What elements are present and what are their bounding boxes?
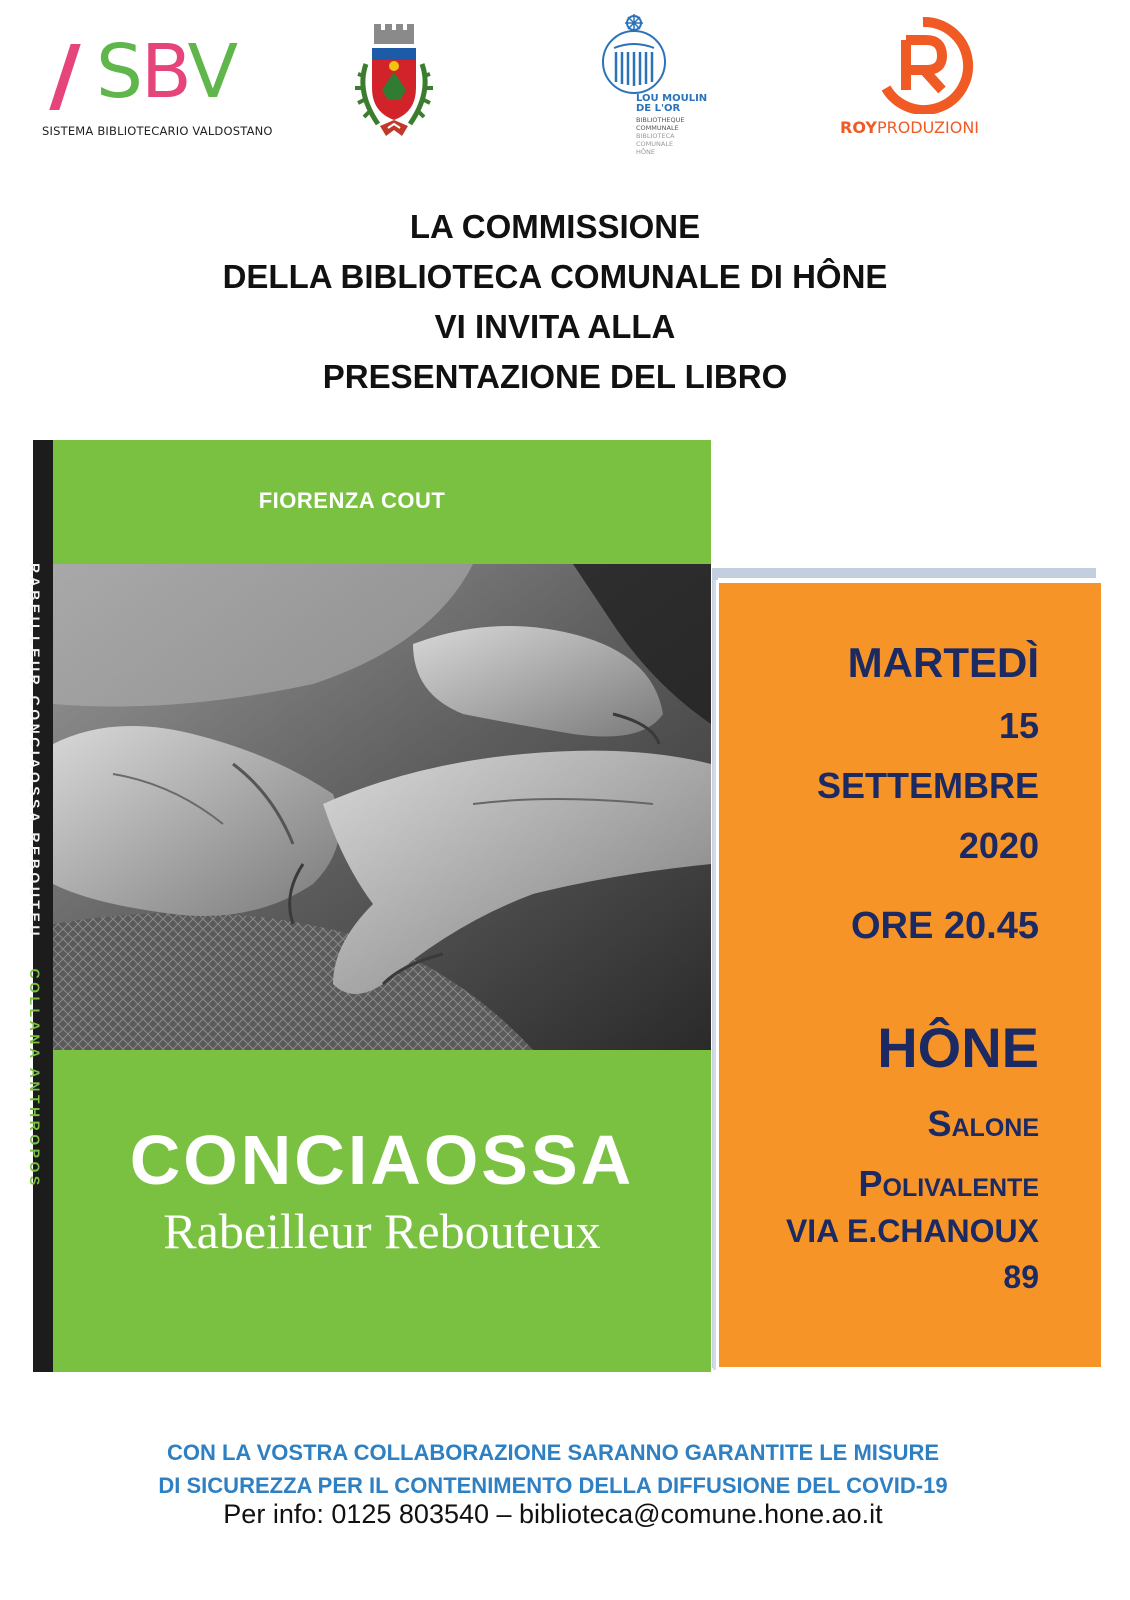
book-cover [27, 440, 711, 1372]
event-date-number: 15 [998, 705, 1039, 746]
municipal-coat-of-arms-icon [348, 20, 440, 144]
moulin-sub-line: HÔNE [636, 148, 655, 156]
moulin-subtitle [636, 116, 706, 156]
book-title: CONCIAOSSA [129, 1121, 635, 1199]
invitation-heading [0, 202, 1110, 402]
sbv-logo [40, 29, 273, 148]
event-hall-line1: Salone [927, 1103, 1039, 1144]
heading-line: PRESENTAZIONE DEL LIBRO [322, 358, 788, 395]
contact-info: Per info: 0125 803540 – biblioteca@comune.hone.ao.it [223, 1499, 883, 1529]
panel-top-shadow [712, 568, 1096, 578]
event-time: ORE 20.45 [851, 905, 1039, 947]
event-day: MARTEDÌ [847, 639, 1039, 686]
event-civic-number: 89 [1003, 1259, 1039, 1295]
roy-caption-bold: ROY [840, 118, 877, 137]
moulin-sub-line: BIBLIOTECA [636, 132, 675, 140]
moulin-sub-line: COMUNALE [636, 140, 674, 148]
moulin-sub-line: BIBLIOTHEQUE [636, 116, 685, 124]
event-place: HÔNE [877, 1016, 1039, 1079]
event-year: 2020 [958, 825, 1039, 866]
roy-caption-rest: PRODUZIONI [876, 118, 980, 137]
sbv-letters [96, 29, 237, 115]
water-mill-icon [600, 12, 670, 96]
moulin-de-lor-logo [600, 12, 720, 162]
book-author: FIORENZA COUT [258, 488, 446, 513]
covid-note-line2: DI SICUREZZA PER IL CONTENIMENTO DELLA DIFFUSIONE DEL COVID-19 [158, 1473, 948, 1498]
sbv-slash-mark [49, 44, 80, 110]
event-month: SETTEMBRE [816, 765, 1039, 806]
covid-note-line1: CON LA VOSTRA COLLABORAZIONE SARANNO GARANTITE LE MISURE [166, 1440, 940, 1465]
event-info-panel [716, 580, 1104, 1370]
roy-caption [840, 118, 979, 137]
heading-line: LA COMMISSIONE [409, 208, 701, 245]
moulin-name-line1: LOU MOULIN [636, 93, 708, 104]
heading-line: VI INVITA ALLA [434, 308, 676, 345]
moulin-sub-line: COMMUNALE [636, 124, 679, 132]
book-subtitle: Rabeilleur Rebouteux [163, 1203, 601, 1259]
sbv-letter-b: B [140, 29, 188, 115]
moulin-name [636, 94, 716, 114]
event-address: VIA E.CHANOUX [785, 1213, 1039, 1249]
spine-text [27, 563, 43, 1189]
sbv-caption: SISTEMA BIBLIOTECARIO VALDOSTANO [42, 124, 273, 138]
book-spine [27, 440, 53, 1372]
roy-produzioni-logo [840, 14, 1010, 144]
covid-safety-note [0, 1436, 1106, 1502]
heading-line: DELLA BIBLIOTECA COMUNALE DI HÔNE [222, 258, 888, 295]
roy-r-icon [868, 14, 978, 114]
sbv-letter-s: S [96, 29, 141, 115]
sbv-letter-v: V [187, 29, 237, 115]
moulin-name-line2: DE L'OR [636, 103, 681, 114]
hands-photo [53, 564, 711, 1050]
event-hall-line2: Polivalente [858, 1163, 1039, 1204]
spine-title: RABEILLEUR CONCIAOSSA REBOUTEU [27, 563, 43, 939]
spine-series: COLLANA ANTHROPOS [27, 968, 43, 1189]
